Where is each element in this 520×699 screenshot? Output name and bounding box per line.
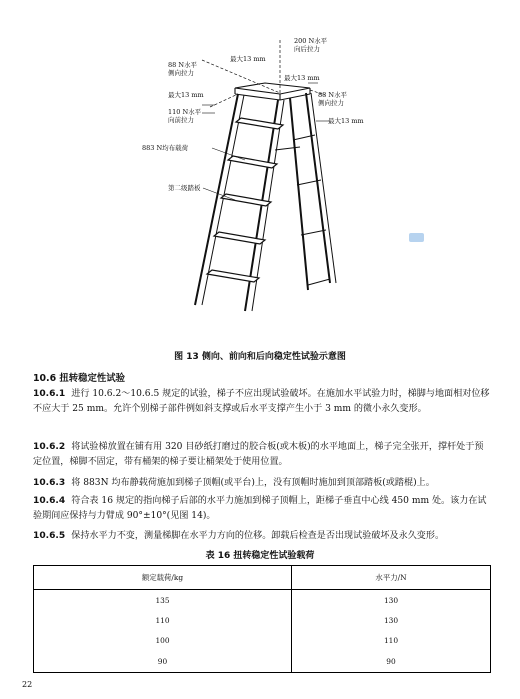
section-title: 10.6 扭转稳定性试验 [33,373,126,384]
label-max13-left-mid: 最大13 mm [168,91,204,99]
page-number: 22 [22,680,33,689]
table-cell: 100 [34,631,292,651]
table-row [34,631,491,651]
load-table [33,565,491,673]
label-max13-right-bottom: 最大13 mm [328,117,364,125]
table-header-row [34,566,491,590]
clause-number: 10.6.3 [33,478,66,488]
label-max13-right-top: 最大13 mm [284,74,320,82]
table-row [34,610,491,630]
column-header-horizontal-force: 水平力/N [292,566,491,590]
table-cell: 110 [383,636,399,646]
top-cap [235,83,310,94]
table-cell: 130 [383,616,399,626]
table-row [34,590,491,611]
clause-text: 进行 10.6.2～10.6.5 规定的试验，梯子不应出现试验破坏。在施加水平试验力时，梯脚与地面相对位移不应大于 25 mm。允许个别梯子部件例如斜支撑或后水平支撑产生小于 3 mm 的微小永久变形。 [33,389,490,415]
clause-number: 10.6.1 [33,389,66,399]
table-cell: 135 [34,590,292,611]
clause-number: 10.6.4 [33,496,66,506]
table-cell: 110 [34,610,292,630]
paragraph-10-6-5 [33,529,491,544]
column-header-rated-load: 额定载荷/kg [34,566,292,590]
clause-text: 符合表 16 规定的指向梯子后部的水平力施加到梯子顶帽上，距梯子垂直中心线 450 mm 处。该力在试验期间应保持与力臂成 90°±10°(见图 14)。 [33,496,487,522]
table-cell: 90 [34,651,292,672]
clause-text: 保持水平力不变，测量梯脚在水平力方向的位移。卸载后检查是否出现试验破坏及永久变形。 [71,531,445,541]
figure-caption: 图 13 侧向、前向和后向稳定性试验示意图 [174,352,346,362]
table-row [34,651,491,672]
rear-rail-right [306,93,330,283]
table-caption: 表 16 扭转稳定性试验载荷 [205,551,315,561]
clause-text: 将 883N 均布静载荷施加到梯子顶帽(或平台)上，没有顶帽时施加到顶部踏板(或踏棍)上。 [71,478,435,488]
label-front-force: 110 N水平 向前拉力 [168,108,202,124]
rear-rail-left [290,98,308,290]
paragraph-10-6-3 [33,476,491,491]
paragraph-10-6-1 [33,387,491,418]
clause-number: 10.6.5 [33,531,66,541]
table-cell: 90 [292,651,491,672]
paragraph-10-6-2 [33,440,491,471]
clause-text: 将试验梯放置在铺有用 320 目砂纸打磨过的胶合板(或木板)的水平地面上，梯子完全张开，撑杆处于预定位置，梯脚不固定，带有桶架的梯子要让桶架处于使用位置。 [33,442,484,468]
label-rear-force: 200 N水平 向后拉力 [294,37,328,53]
label-side-force-right: 88 N水平 侧向拉力 [318,91,348,107]
label-side-force-left: 88 N水平 侧向拉力 [168,61,198,77]
watermark-stamp [409,233,424,242]
ladder-figure [142,35,410,335]
paragraph-10-6-4 [33,494,491,525]
label-second-step: 第二级踏板 [168,184,201,192]
label-max13-left-top: 最大13 mm [230,55,266,63]
clause-number: 10.6.2 [33,442,66,452]
label-distributed-load: 883 N均布载荷 [142,144,189,152]
table-cell: 130 [383,595,399,605]
